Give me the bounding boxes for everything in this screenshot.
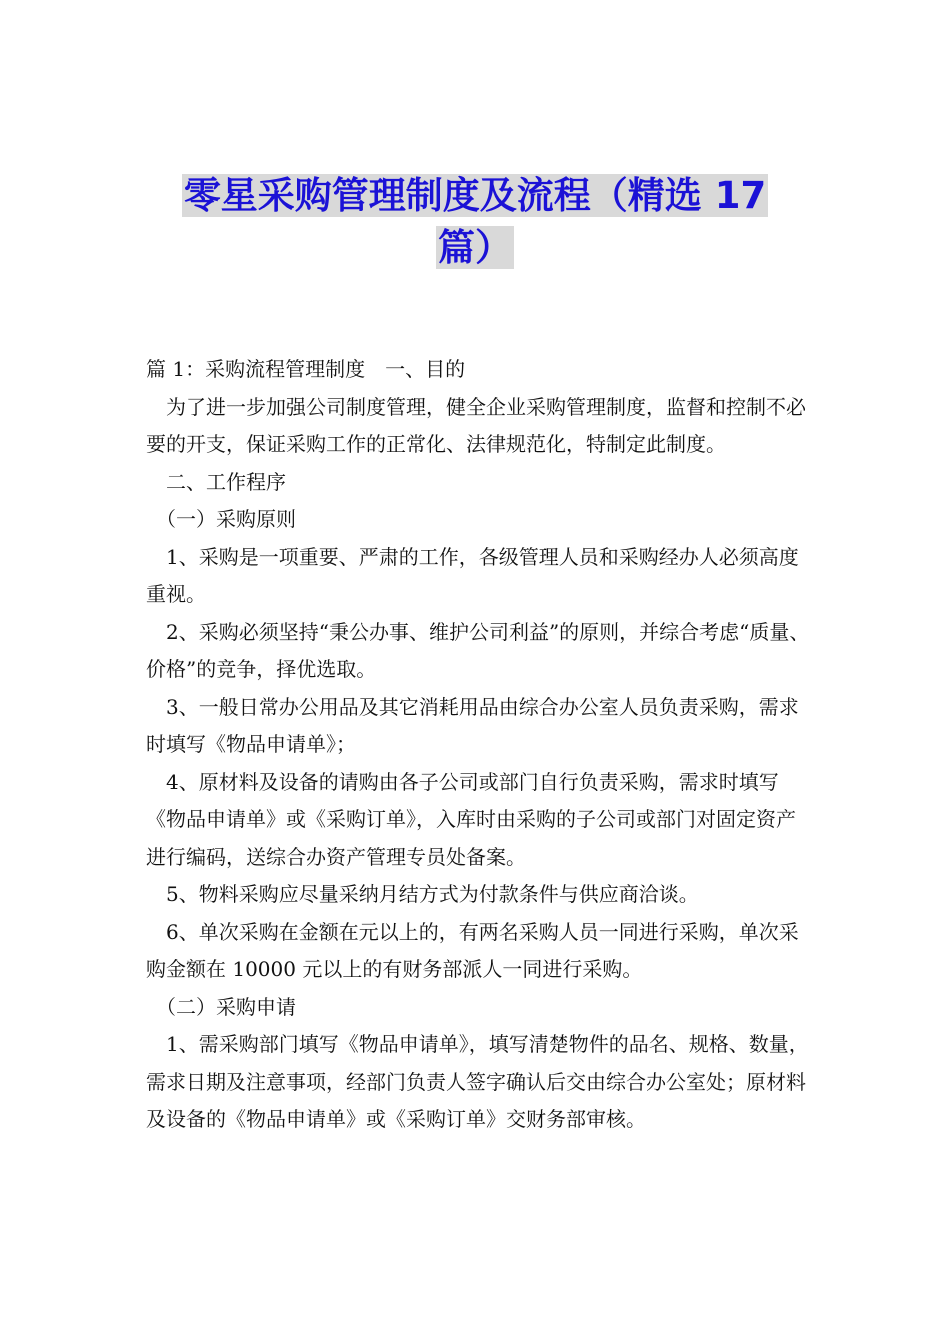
paragraph-heading-principles: （一）采购原则 [146, 507, 296, 531]
paragraph-purpose: 为了进一步加强公司制度管理，健全企业采购管理制度，监督和控制不必要的开支，保证采购工作的正常化、法律规范化，特制定此制度。 [146, 394, 806, 456]
paragraph-section-heading: 篇 1：采购流程管理制度 一、目的 [146, 357, 466, 381]
paragraph-application-item-1: 1、需采购部门填写《物品申请单》，填写清楚物件的品名、规格、数量，需求日期及注意事项，经部门负责人签字确认后交由综合办公室处；原材料及设备的《物品申请单》或《采购订单》交财务部审核。 [146, 1032, 809, 1131]
paragraph-item-3: 3、一般日常办公用品及其它消耗用品由综合办公室人员负责采购，需求时填写《物品申请单》； [146, 694, 799, 756]
paragraph-item-5: 5、物料采购应尽量采纳月结方式为付款条件与供应商洽谈。 [146, 882, 699, 906]
paragraph-item-2: 2、采购必须坚持“秉公办事、维护公司利益”的原则，并综合考虑“质量、价格”的竞争，择优选取。 [146, 619, 810, 681]
title-line-1: 零星采购管理制度及流程（精选 17 [183, 174, 767, 217]
document-title [0, 170, 950, 274]
paragraph-item-4: 4、原材料及设备的请购由各子公司或部门自行负责采购，需求时填写《物品申请单》或《采购订单》，入库时由采购的子公司或部门对固定资产进行编码，送综合办资产管理专员处备案。 [146, 769, 796, 869]
paragraph-heading-application: （二）采购申请 [146, 994, 296, 1019]
title-line-2: 篇） [438, 226, 512, 269]
paragraph-item-6: 6、单次采购在金额在元以上的，有两名采购人员一同进行采购，单次采购金额在 10000 元以上的有财务部派人一同进行采购。 [146, 919, 799, 981]
paragraph-heading-procedure: 二、工作程序 [146, 469, 286, 494]
document-body [146, 351, 810, 1139]
paragraph-item-1: 1、采购是一项重要、严肃的工作，各级管理人员和采购经办人必须高度重视。 [146, 544, 799, 606]
